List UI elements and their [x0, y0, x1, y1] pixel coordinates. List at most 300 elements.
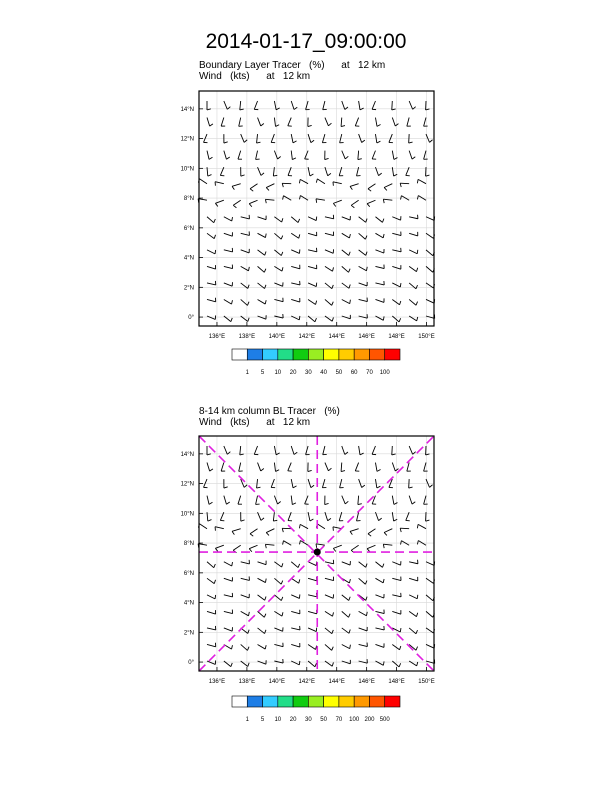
wind-barb — [308, 611, 317, 613]
wind-barb — [392, 463, 395, 472]
wind-barb — [341, 118, 342, 127]
wind-barb — [233, 545, 240, 550]
x-tick-label: 150°E — [418, 334, 435, 340]
wind-barb — [291, 595, 299, 599]
wind-barb-flag — [266, 533, 269, 536]
wind-barb — [409, 316, 417, 321]
wind-barb-flag — [224, 142, 228, 143]
wind-barb-flag — [383, 579, 384, 583]
wind-barb — [254, 101, 257, 109]
wind-barb — [342, 562, 350, 565]
wind-barb — [274, 562, 281, 567]
colorbar-swatch — [385, 696, 400, 707]
wind-barb — [204, 479, 207, 487]
colorbar-label: 20 — [289, 717, 297, 723]
wind-barb — [308, 283, 316, 287]
wind-barb — [375, 299, 384, 302]
panel2-subtitle-2: Wind (kts) at 12 km — [199, 417, 311, 428]
wind-barb-flag — [232, 217, 233, 221]
y-tick-label: 0° — [188, 315, 194, 322]
wind-barb — [258, 118, 261, 126]
wind-barb-flag — [208, 175, 212, 177]
wind-barb — [426, 578, 433, 583]
wind-barb-flag — [250, 189, 253, 191]
colorbar-swatch — [324, 696, 339, 707]
wind-barb-flag — [282, 612, 283, 616]
wind-barb — [308, 250, 317, 252]
wind-barb — [375, 628, 384, 630]
wind-barb — [351, 200, 358, 205]
wind-barb-flag — [400, 283, 401, 287]
wind-barb-flag — [299, 196, 300, 200]
wind-barb — [342, 299, 350, 303]
wind-barb — [224, 217, 232, 221]
y-tick-label: 8°N — [183, 196, 194, 203]
panel1-subtitle-2: Wind (kts) at 12 km — [199, 71, 311, 82]
wind-barb-flag — [409, 487, 413, 488]
wind-barb — [207, 463, 210, 472]
colorbar-swatch — [278, 696, 293, 707]
wind-barb-flag — [232, 531, 234, 534]
y-tick-label: 4°N — [183, 255, 194, 262]
wind-barb — [308, 628, 316, 632]
x-tick-label: 144°E — [328, 334, 345, 340]
wind-barb — [367, 545, 375, 548]
wind-barb-flag — [265, 596, 266, 600]
wind-barb-flag — [215, 203, 217, 206]
wind-barb — [274, 644, 283, 646]
wind-barb-flag — [368, 534, 371, 536]
wind-barb — [258, 250, 265, 255]
wind-barb — [249, 545, 257, 548]
y-tick-label: 14°N — [180, 106, 194, 113]
wind-barb-flag — [341, 471, 345, 472]
wind-barb-flag — [377, 470, 381, 472]
wind-barb — [241, 233, 250, 235]
wind-barb — [241, 578, 250, 580]
wind-barb-flag — [282, 183, 283, 187]
wind-barb-flag — [328, 468, 331, 471]
wind-barb-flag — [265, 544, 266, 548]
wind-barb-flag — [416, 647, 417, 651]
wind-barb — [359, 644, 368, 646]
wind-barb-flag — [299, 524, 300, 528]
wind-barb — [383, 544, 392, 545]
wind-barb-flag — [282, 218, 283, 222]
wind-barb — [426, 217, 434, 221]
wind-barb — [426, 644, 434, 648]
wind-barb — [383, 199, 392, 200]
wind-barb — [199, 179, 207, 184]
wind-barb — [291, 299, 300, 302]
wind-barb-flag — [349, 597, 350, 601]
wind-barb-flag — [328, 518, 331, 520]
wind-barb — [241, 595, 249, 598]
wind-barb-flag — [345, 501, 348, 504]
wind-barb-flag — [417, 524, 418, 528]
wind-barb-flag — [333, 267, 334, 271]
wind-barb-flag — [265, 199, 266, 203]
wind-barb — [291, 496, 292, 505]
colorbar-label: 50 — [320, 717, 327, 723]
panel1-subtitle-1: Boundary Layer Tracer (%) at 12 km — [199, 60, 386, 71]
colorbar-swatch — [308, 349, 323, 360]
wind-barb — [256, 496, 258, 505]
wind-barb-flag — [417, 179, 418, 183]
wind-barb-flag — [240, 109, 244, 110]
wind-barb — [342, 595, 349, 601]
x-tick-label: 148°E — [388, 334, 405, 340]
wind-barb-flag — [417, 662, 418, 666]
wind-barb — [224, 628, 232, 631]
wind-barb-flag — [292, 158, 296, 160]
wind-barb-flag — [382, 219, 383, 223]
wind-barb — [250, 529, 257, 534]
wind-barb — [291, 266, 300, 268]
plot-frame — [199, 91, 434, 326]
wind-barb — [224, 562, 232, 566]
wind-barb-flag — [417, 196, 418, 200]
wind-barb-flag — [349, 234, 350, 238]
wind-barb — [359, 299, 368, 301]
wind-barb — [323, 101, 325, 110]
wind-barb-flag — [417, 268, 418, 272]
wind-barb-flag — [349, 269, 351, 273]
y-tick-label: 2°N — [183, 285, 194, 292]
wind-barb-flag — [400, 301, 401, 305]
wind-barb — [384, 184, 392, 188]
wind-barb — [258, 463, 261, 471]
wind-barb-flag — [426, 520, 430, 521]
wind-barb-flag — [409, 142, 413, 143]
wind-barb — [207, 578, 214, 583]
wind-barb — [257, 134, 258, 143]
wind-barb — [274, 101, 276, 110]
wind-barb-flag — [265, 234, 266, 238]
wind-barb — [308, 562, 316, 566]
wind-barb — [221, 463, 224, 472]
wind-barb — [274, 266, 282, 271]
wind-barb-flag — [379, 518, 382, 520]
wind-barb-flag — [215, 548, 217, 551]
colorbar-swatch — [324, 349, 339, 360]
wind-barb-flag — [315, 318, 317, 322]
wind-barb-flag — [328, 123, 331, 126]
colorbar-swatch — [263, 696, 278, 707]
wind-barb — [325, 233, 334, 235]
colorbar-swatch — [278, 349, 293, 360]
wind-barb-flag — [247, 302, 249, 306]
wind-barb — [375, 233, 383, 238]
wind-barb-flag — [401, 196, 402, 200]
wind-barb-flag — [368, 189, 371, 191]
wind-barb — [258, 233, 266, 237]
wind-barb — [207, 611, 216, 614]
wind-barb — [375, 661, 383, 665]
wind-barb — [325, 118, 328, 126]
wind-barb-flag — [232, 562, 233, 566]
wind-barb-flag — [278, 157, 281, 160]
wind-barb — [274, 233, 281, 239]
wind-barb — [215, 200, 223, 203]
x-tick-label: 140°E — [268, 679, 286, 685]
wind-barb — [375, 463, 377, 472]
wind-barb-flag — [417, 613, 418, 617]
wind-barb — [407, 463, 409, 472]
wind-barb-flag — [401, 541, 402, 545]
colorbar-label: 70 — [366, 370, 373, 376]
wind-barb — [258, 283, 265, 289]
wind-barb — [241, 134, 244, 142]
panel-2 — [181, 436, 435, 723]
wind-barb — [305, 496, 308, 504]
wind-barb-flag — [226, 157, 229, 159]
wind-barb-flag — [384, 532, 387, 535]
wind-barb-flag — [377, 125, 381, 127]
x-tick-label: 142°E — [298, 679, 315, 685]
wind-barb-flag — [214, 235, 215, 239]
wind-barb-flag — [278, 502, 281, 505]
wind-barb-flag — [298, 564, 300, 568]
wind-barb-flag — [281, 236, 283, 240]
wind-barb-flag — [416, 285, 418, 289]
wind-barb — [325, 628, 332, 634]
wind-barb — [254, 446, 257, 454]
wind-barb-flag — [416, 630, 418, 634]
wind-barb — [258, 316, 266, 319]
wind-barb — [274, 446, 276, 455]
wind-barb — [316, 544, 325, 545]
wind-barb — [288, 118, 291, 126]
x-tick-label: 144°E — [328, 679, 345, 685]
wind-barb-flag — [367, 204, 370, 207]
wind-barb — [325, 217, 334, 219]
wind-barb-flag — [350, 300, 351, 304]
colorbar-label: 50 — [335, 370, 343, 376]
wind-barb — [392, 101, 393, 110]
wind-barb — [375, 611, 384, 613]
wind-barb — [266, 529, 274, 533]
colorbar-label: 30 — [305, 370, 312, 376]
wind-barb-flag — [349, 579, 350, 583]
wind-barb-flag — [333, 612, 334, 616]
wind-barb-flag — [400, 528, 401, 532]
wind-barb-flag — [283, 541, 284, 545]
wind-barb — [426, 266, 433, 272]
panel-1 — [181, 91, 435, 376]
y-tick-label: 6°N — [183, 570, 194, 577]
wind-barb-flag — [332, 647, 334, 651]
wind-barb-flag — [250, 534, 253, 536]
wind-barb-flag — [349, 630, 350, 634]
wind-barb — [215, 182, 224, 184]
wind-barb-flag — [231, 318, 232, 322]
wind-barb-flag — [377, 141, 381, 143]
wind-barb-flag — [241, 520, 245, 521]
wind-barb — [232, 184, 241, 187]
wind-barb-flag — [261, 468, 264, 470]
wind-barb — [325, 299, 332, 305]
wind-barb-flag — [281, 252, 282, 256]
wind-barb — [325, 250, 333, 253]
colorbar-label: 200 — [364, 717, 375, 723]
wind-barb-flag — [362, 140, 365, 142]
wind-barb — [317, 179, 325, 184]
wind-barb — [241, 611, 249, 615]
wind-barb — [274, 628, 282, 631]
wind-barb — [224, 101, 227, 109]
wind-barb — [199, 524, 207, 529]
x-tick-label: 148°E — [388, 679, 405, 685]
wind-barb — [308, 266, 317, 268]
wind-barb — [341, 463, 342, 472]
wind-barb — [409, 611, 416, 616]
wind-barb — [257, 479, 258, 488]
wind-barb-flag — [299, 661, 300, 665]
wind-barb-flag — [266, 188, 269, 191]
wind-barb — [333, 200, 341, 203]
wind-barb-flag — [349, 285, 350, 289]
wind-barb — [359, 250, 366, 256]
wind-barb — [274, 118, 275, 127]
colorbar-label: 100 — [349, 717, 360, 723]
wind-barb — [359, 628, 367, 631]
wind-barb — [224, 595, 233, 597]
wind-barb-flag — [394, 158, 398, 160]
wind-barb-flag — [249, 612, 250, 616]
wind-barb-flag — [209, 157, 212, 159]
wind-barb — [368, 184, 375, 189]
colorbar-swatch — [369, 349, 384, 360]
wind-barb — [207, 151, 209, 160]
wind-barb-flag — [332, 630, 333, 634]
wind-barb — [368, 529, 375, 534]
wind-barb — [239, 463, 241, 472]
wind-barb — [333, 545, 341, 548]
wind-barb-flag — [384, 187, 387, 190]
wind-barb — [424, 463, 426, 472]
wind-barb-flag — [383, 234, 384, 238]
wind-barb-flag — [232, 300, 233, 304]
wind-barb — [409, 101, 413, 109]
wind-barb-flag — [249, 204, 252, 207]
wind-barb — [392, 446, 393, 455]
wind-barb — [274, 299, 283, 301]
wind-barb-flag — [214, 219, 216, 223]
colorbar-label: 1 — [245, 717, 249, 723]
colorbar-label: 500 — [379, 717, 390, 723]
panel2-subtitle-1: 8-14 km column BL Tracer (%) — [199, 406, 340, 417]
wind-barb — [333, 527, 342, 529]
wind-barb — [409, 151, 412, 160]
wind-barb-flag — [299, 316, 300, 320]
wind-barb-flag — [412, 502, 415, 504]
wind-barb — [241, 266, 249, 270]
wind-barb-flag — [264, 614, 266, 618]
wind-barb-flag — [430, 485, 433, 488]
colorbar-label: 5 — [260, 717, 265, 723]
y-tick-label: 2°N — [183, 630, 194, 637]
wind-barb — [367, 200, 375, 203]
wind-barb — [424, 151, 426, 160]
wind-barb-flag — [265, 300, 266, 304]
wind-barb — [426, 611, 433, 617]
wind-barb-flag — [214, 564, 216, 568]
wind-barb — [274, 595, 281, 601]
wind-barb-flag — [299, 234, 300, 238]
wind-barb-flag — [350, 186, 352, 189]
wind-barb — [409, 446, 413, 454]
wind-barb — [241, 250, 249, 253]
wind-barb — [207, 283, 216, 285]
wind-barb-flag — [383, 199, 384, 203]
wind-barb-flag — [400, 628, 401, 632]
wind-barb-flag — [399, 663, 401, 667]
wind-barb-flag — [316, 544, 317, 548]
wind-barb — [239, 118, 241, 127]
wind-barb — [291, 283, 300, 285]
wind-barb — [258, 562, 267, 565]
y-tick-label: 14°N — [180, 451, 194, 458]
wind-barb — [316, 199, 325, 200]
wind-barb — [241, 562, 250, 564]
wind-barb-flag — [328, 173, 331, 175]
wind-barb — [342, 101, 345, 109]
wind-barb — [256, 151, 258, 160]
wind-barb — [409, 266, 416, 271]
wind-barb-flag — [332, 302, 334, 306]
wind-barb — [207, 644, 216, 646]
wind-barb-flag — [311, 485, 314, 487]
wind-barb-flag — [316, 301, 317, 305]
wind-barb — [409, 283, 416, 289]
wind-barb — [325, 611, 333, 616]
wind-barb — [274, 283, 282, 286]
wind-barb-flag — [299, 179, 300, 183]
colorbar-swatch — [293, 696, 308, 707]
wind-barb — [342, 611, 349, 617]
wind-barb-flag — [248, 663, 249, 667]
y-tick-label: 4°N — [183, 600, 194, 607]
wind-barb-flag — [308, 125, 312, 126]
wind-barb-flag — [232, 645, 233, 649]
x-tick-label: 146°E — [358, 334, 375, 340]
colorbar-label: 70 — [335, 717, 343, 723]
wind-barb — [274, 250, 281, 256]
wind-barb — [409, 299, 416, 305]
wind-barb-flag — [226, 502, 229, 504]
wind-barb-flag — [412, 157, 415, 159]
wind-barb — [392, 644, 399, 649]
wind-barb-flag — [341, 126, 345, 127]
wind-barb-flag — [257, 487, 261, 488]
wind-barb — [271, 479, 274, 487]
wind-barb-flag — [281, 597, 282, 601]
wind-barb-flag — [240, 454, 244, 455]
wind-barb-flag — [416, 302, 417, 306]
wind-barb — [355, 463, 358, 471]
wind-barb — [288, 463, 291, 471]
wind-barb — [258, 217, 267, 220]
wind-barb — [418, 179, 426, 183]
x-tick-label: 138°E — [238, 334, 256, 340]
wind-barb-flag — [294, 107, 297, 109]
wind-barb — [375, 578, 383, 583]
wind-barb — [207, 233, 214, 238]
wind-barb-flag — [249, 267, 250, 271]
wind-barb — [308, 644, 315, 649]
wind-barb-flag — [310, 519, 313, 521]
